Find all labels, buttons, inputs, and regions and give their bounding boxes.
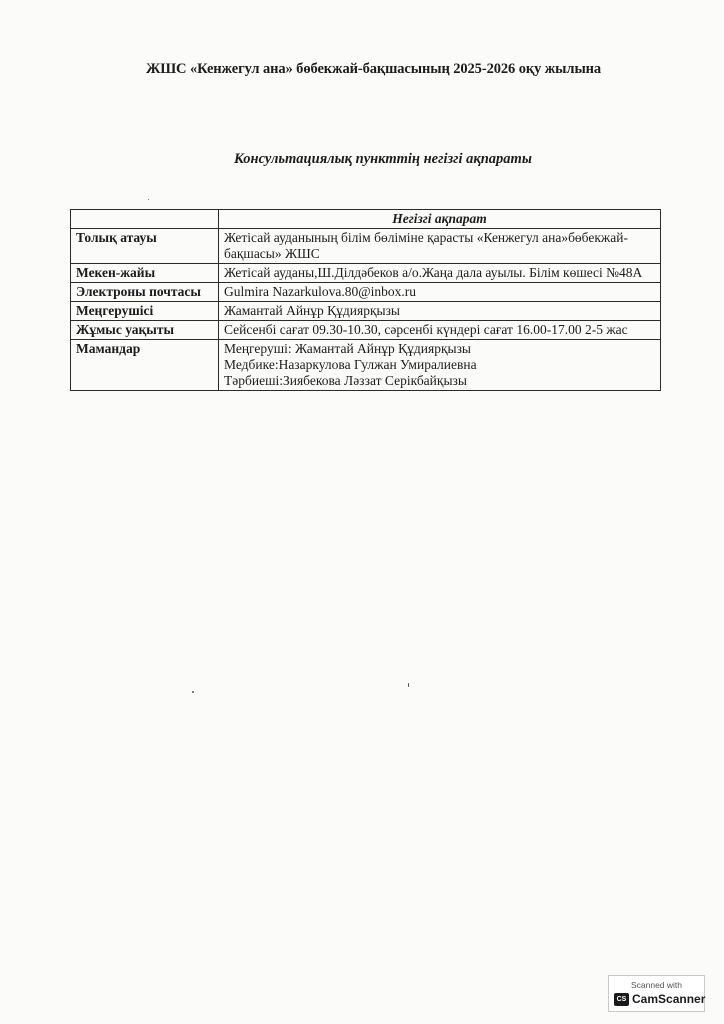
- specialist-line: Тәрбиеші:Зиябекова Ләззат Серікбайқызы: [224, 373, 467, 388]
- row-label-specialists: Мамандар: [71, 340, 219, 391]
- badge-caption: Scanned with: [630, 980, 683, 990]
- scan-speck: [408, 683, 409, 687]
- table-header-row: [71, 210, 661, 229]
- row-label-working-hours: Жұмыс уақыты: [71, 321, 219, 340]
- camscanner-logo-icon: CS: [614, 993, 629, 1006]
- badge-brand: CamScanner: [632, 992, 706, 1006]
- table-row: [71, 321, 661, 340]
- row-value-director: Жамантай Айнұр Құдиярқызы: [219, 302, 661, 321]
- table-header-cell: Негізгі ақпарат: [219, 210, 661, 229]
- row-value-full-name: Жетісай ауданының білім бөліміне қарасты «Кенжегул ана»бөбекжай-бақшасы» ЖШС: [219, 229, 661, 264]
- scan-speck: [148, 199, 149, 200]
- camscanner-badge: [608, 975, 705, 1012]
- document-title: ЖШС «Кенжегул ана» бөбекжай-бақшасының 2025-2026 оқу жылына: [146, 61, 602, 77]
- table-header-empty-cell: [71, 210, 219, 229]
- row-value-email: Gulmira Nazarkulova.80@inbox.ru: [219, 283, 661, 302]
- row-label-director: Меңгерушісі: [71, 302, 219, 321]
- table-row: [71, 283, 661, 302]
- table-row: [71, 229, 661, 264]
- specialist-line: Медбике:Назаркулова Гулжан Умиралиевна: [224, 357, 477, 372]
- table-row: [71, 264, 661, 283]
- row-label-full-name: Толық атауы: [71, 229, 219, 264]
- specialist-line: Меңгеруші: Жамантай Айнұр Құдиярқызы: [224, 341, 471, 356]
- row-value-specialists: [219, 340, 661, 391]
- document-subtitle: Консультациялық пункттің негізгі ақпараты: [234, 151, 532, 167]
- info-table: [70, 209, 661, 391]
- row-value-address: Жетісай ауданы,Ш.Ділдәбеков а/о.Жаңа дала ауылы. Білім көшесі №48А: [219, 264, 661, 283]
- row-label-email: Электроны почтасы: [71, 283, 219, 302]
- scan-speck: [192, 691, 194, 693]
- table-row: [71, 302, 661, 321]
- row-label-address: Мекен-жайы: [71, 264, 219, 283]
- table-row: [71, 340, 661, 391]
- row-value-working-hours: Сейсенбі сағат 09.30-10.30, сәрсенбі күндері сағат 16.00-17.00 2-5 жас: [219, 321, 661, 340]
